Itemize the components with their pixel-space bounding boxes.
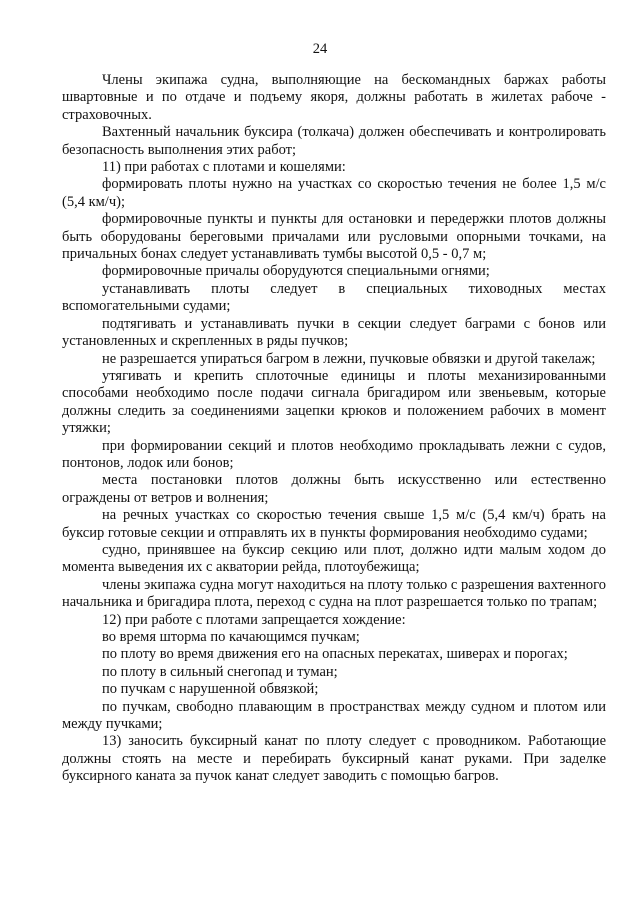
paragraph: Вахтенный начальник буксира (толкача) должен обеспечивать и контролировать безопасность выполнения этих работ;: [62, 124, 606, 158]
page-number: 24: [312, 41, 328, 57]
list-item: члены экипажа судна могут находиться на плоту только с разрешения вахтенного начальника и бригадира плота, переход с судна на плот разрешается только по трапам;: [62, 576, 606, 611]
list-item: утягивать и крепить сплоточные единицы и плоты механизированными способами необходимо после подачи сигнала бригадиром или звеньевым, которые должны следить за соединениями зацепки крюков и положением рабочих в момент утяжки;: [62, 367, 606, 437]
list-item: по плоту в сильный снегопад и туман;: [102, 663, 338, 680]
list-item: не разрешается упираться багром в лежни, пучковые обвязки и другой такелаж;: [102, 350, 596, 367]
list-item: по плоту во время движения его на опасных перекатах, шиверах и порогах;: [102, 646, 568, 663]
paragraph: Члены экипажа судна, выполняющие на бескомандных баржах работы швартовные и по отдаче и подъему якоря, должны работать в жилетах рабоче - страховочных.: [62, 72, 606, 123]
list-item: устанавливать плоты следует в специальных тиховодных местах вспомогательными судами;: [62, 280, 606, 315]
list-item: по пучкам, свободно плавающим в пространствах между судном и плотом или между пучками;: [62, 698, 606, 733]
list-item: судно, принявшее на буксир секцию или плот, должно идти малым ходом до момента выведения их с акватории рейда, плотоубежища;: [62, 541, 606, 576]
list-item: формировать плоты нужно на участках со скоростью течения не более 1,5 м/с (5,4 км/ч);: [62, 176, 606, 210]
list-item: подтягивать и устанавливать пучки в секции следует баграми с бонов или установленных и скрепленных в ряды пучков;: [62, 315, 606, 350]
list-item: по пучкам с нарушенной обвязкой;: [102, 681, 319, 698]
list-item: места постановки плотов должны быть искусственно или естественно ограждены от ветров и волнения;: [62, 472, 606, 506]
list-heading: 11) при работах с плотами и кошелями:: [102, 159, 346, 176]
list-item: при формировании секций и плотов необходимо прокладывать лежни с судов, понтонов, лодок или бонов;: [62, 437, 606, 471]
paragraph: 13) заносить буксирный канат по плоту следует с проводником. Работающие должны стоять на месте и перебирать буксирный канат руками. При заделке буксирного каната за пучок канат следует заводить с помощью багров.: [62, 733, 606, 785]
document-body: [62, 72, 606, 786]
list-heading: 12) при работе с плотами запрещается хождение:: [102, 611, 406, 628]
list-item: на речных участках со скоростью течения свыше 1,5 м/с (5,4 км/ч) брать на буксир готовые секции и отправлять их в пункты формирования необходимо судами;: [62, 507, 606, 541]
list-item: во время шторма по качающимся пучкам;: [102, 629, 360, 645]
list-item: формировочные пункты и пункты для остановки и передержки плотов должны быть оборудованы береговыми причалами или русловыми опорными точками, на причальных бонах следует устанавливать тумбы высотой 0,5 - 0,7 м;: [62, 211, 606, 263]
list-item: формировочные причалы оборудуются специальными огнями;: [102, 263, 490, 280]
